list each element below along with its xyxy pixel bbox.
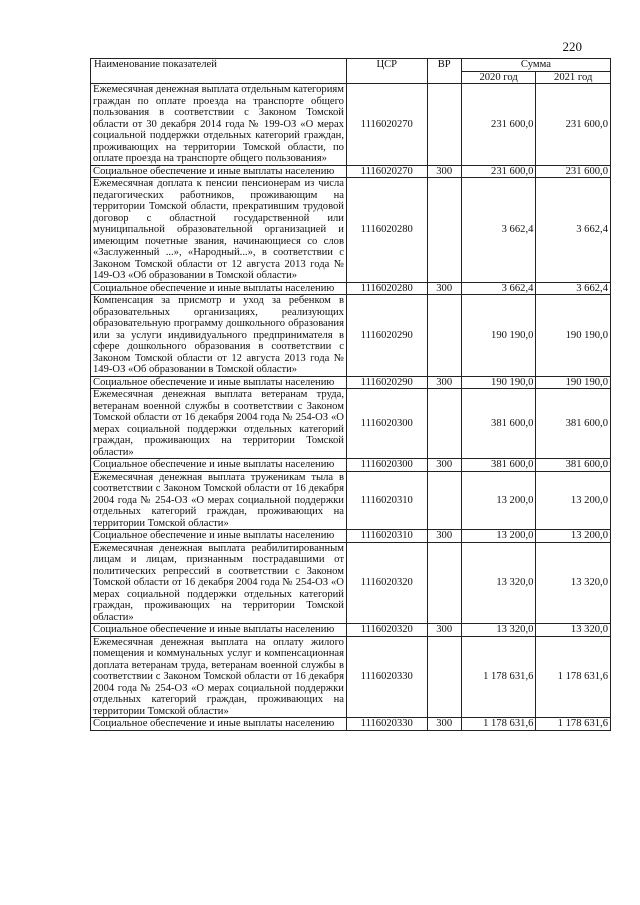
row-csr: 1116020320: [346, 542, 427, 624]
subrow-sum-2020: 381 600,0: [461, 459, 536, 472]
subrow-sum-2021: 13 320,0: [536, 624, 611, 637]
subrow-csr: 1116020320: [346, 624, 427, 637]
subrow-vr: 300: [427, 376, 461, 389]
subrow-csr: 1116020280: [346, 282, 427, 295]
subrow-sum-2021: 13 200,0: [536, 530, 611, 543]
row-sum-2021: 3 662,4: [536, 178, 611, 283]
row-csr: 1116020310: [346, 471, 427, 530]
row-sum-2020: 1 178 631,6: [461, 636, 536, 718]
header-sum: Сумма: [461, 59, 610, 72]
subrow-sum-2021: 3 662,4: [536, 282, 611, 295]
subrow-name: Социальное обеспечение и иные выплаты населению: [91, 624, 347, 637]
row-description: Ежемесячная денежная выплата отдельным категориям граждан по оплате проезда на транспорте общего пользования в соответствии с Законом Томской области от 30 декабря 2014 года № 199-ОЗ «О мерах социальной поддержки отдельных категорий граждан, проживающих на территории Томской области, по оплате проезда на транспорте общего пользования»: [91, 84, 347, 166]
row-csr: 1116020270: [346, 84, 427, 166]
row-vr: [427, 389, 461, 459]
row-sum-2021: 13 200,0: [536, 471, 611, 530]
subrow-name: Социальное обеспечение и иные выплаты населению: [91, 376, 347, 389]
row-description: Ежемесячная доплата к пенсии пенсионерам из числа педагогических работников, проживающим на территории Томской области, прекратившим трудовой договор с областной государственной или муниципальной образовательной организацией и имеющим почетные звания, начинающиеся со слов «Заслуженный ...», «Народный...», в соответствии с Законом Томской области от 12 августа 2013 года № 149-ОЗ «Об образовании в Томской области»: [91, 178, 347, 283]
row-description: Ежемесячная денежная выплата труженикам тыла в соответствии с Законом Томской области от 16 декабря 2004 года № 254-ОЗ «О мерах социальной поддержки отдельных категорий граждан, проживающих на территории Томской области»: [91, 471, 347, 530]
subrow-sum-2020: 3 662,4: [461, 282, 536, 295]
subrow-csr: 1116020310: [346, 530, 427, 543]
table-row: [91, 471, 611, 530]
subrow-vr: 300: [427, 165, 461, 178]
row-sum-2020: 381 600,0: [461, 389, 536, 459]
row-description: Компенсация за присмотр и уход за ребенком в образовательных организациях, реализующих образовательную программу дошкольного образования или за услуги индивидуального предпринимателя в сфере дошкольного образования в соответствии с Законом Томской области от 12 августа 2013 года № 149-ОЗ «Об образовании в Томской области»: [91, 295, 347, 377]
row-vr: [427, 542, 461, 624]
header-name: Наименование показателей: [91, 59, 347, 84]
subrow-vr: 300: [427, 624, 461, 637]
table-subrow: [91, 530, 611, 543]
row-sum-2020: 13 320,0: [461, 542, 536, 624]
row-vr: [427, 636, 461, 718]
subrow-name: Социальное обеспечение и иные выплаты населению: [91, 718, 347, 731]
row-sum-2020: 13 200,0: [461, 471, 536, 530]
subrow-csr: 1116020270: [346, 165, 427, 178]
subrow-vr: 300: [427, 282, 461, 295]
row-description: Ежемесячная денежная выплата на оплату жилого помещения и коммунальных услуг и компенсационная доплата ветеранам труда, ветеранам военной службы в соответствии с Законом Томской области от 16 декабря 2004 года № 254-ОЗ «О мерах социальной поддержки отдельных категорий граждан, проживающих на территории Томской области»: [91, 636, 347, 718]
subrow-vr: 300: [427, 530, 461, 543]
row-sum-2021: 1 178 631,6: [536, 636, 611, 718]
row-sum-2020: 3 662,4: [461, 178, 536, 283]
row-sum-2021: 13 320,0: [536, 542, 611, 624]
row-csr: 1116020330: [346, 636, 427, 718]
table-subrow: [91, 718, 611, 731]
row-sum-2021: 381 600,0: [536, 389, 611, 459]
table-row: [91, 389, 611, 459]
table-subrow: [91, 282, 611, 295]
budget-table: [90, 58, 611, 731]
subrow-sum-2020: 190 190,0: [461, 376, 536, 389]
subrow-csr: 1116020330: [346, 718, 427, 731]
subrow-sum-2020: 1 178 631,6: [461, 718, 536, 731]
subrow-name: Социальное обеспечение и иные выплаты населению: [91, 282, 347, 295]
row-sum-2020: 231 600,0: [461, 84, 536, 166]
subrow-csr: 1116020300: [346, 459, 427, 472]
subrow-sum-2020: 231 600,0: [461, 165, 536, 178]
table-row: [91, 542, 611, 624]
table-subrow: [91, 624, 611, 637]
row-csr: 1116020290: [346, 295, 427, 377]
subrow-sum-2021: 381 600,0: [536, 459, 611, 472]
subrow-csr: 1116020290: [346, 376, 427, 389]
subrow-sum-2021: 231 600,0: [536, 165, 611, 178]
header-year-2021: 2021 год: [536, 71, 611, 84]
row-vr: [427, 471, 461, 530]
subrow-sum-2020: 13 320,0: [461, 624, 536, 637]
subrow-name: Социальное обеспечение и иные выплаты населению: [91, 165, 347, 178]
table-row: [91, 295, 611, 377]
subrow-vr: 300: [427, 459, 461, 472]
row-sum-2021: 190 190,0: [536, 295, 611, 377]
table-subrow: [91, 165, 611, 178]
header-csr: ЦСР: [346, 59, 427, 84]
subrow-vr: 300: [427, 718, 461, 731]
row-vr: [427, 178, 461, 283]
table-subrow: [91, 459, 611, 472]
header-vr: ВР: [427, 59, 461, 84]
table-row: [91, 178, 611, 283]
row-vr: [427, 84, 461, 166]
row-sum-2020: 190 190,0: [461, 295, 536, 377]
subrow-sum-2021: 190 190,0: [536, 376, 611, 389]
subrow-sum-2020: 13 200,0: [461, 530, 536, 543]
table-subrow: [91, 376, 611, 389]
row-csr: 1116020300: [346, 389, 427, 459]
row-vr: [427, 295, 461, 377]
row-description: Ежемесячная денежная выплата реабилитированным лицам и лицам, признанным пострадавшими от политических репрессий в соответствии с Законом Томской области от 16 декабря 2004 года № 254-ОЗ «О мерах социальной поддержки отдельных категорий граждан, проживающих на территории Томской области»: [91, 542, 347, 624]
table-row: [91, 636, 611, 718]
subrow-name: Социальное обеспечение и иные выплаты населению: [91, 530, 347, 543]
row-sum-2021: 231 600,0: [536, 84, 611, 166]
subrow-name: Социальное обеспечение и иные выплаты населению: [91, 459, 347, 472]
page-number: 220: [562, 39, 582, 54]
header-row: [91, 59, 611, 72]
subrow-sum-2021: 1 178 631,6: [536, 718, 611, 731]
table-row: [91, 84, 611, 166]
row-description: Ежемесячная денежная выплата ветеранам труда, ветеранам военной службы в соответствии с Законом Томской области от 16 декабря 2004 года № 254-ОЗ «О мерах социальной поддержки отдельных категорий граждан, проживающих на территории Томской области»: [91, 389, 347, 459]
row-csr: 1116020280: [346, 178, 427, 283]
header-year-2020: 2020 год: [461, 71, 536, 84]
